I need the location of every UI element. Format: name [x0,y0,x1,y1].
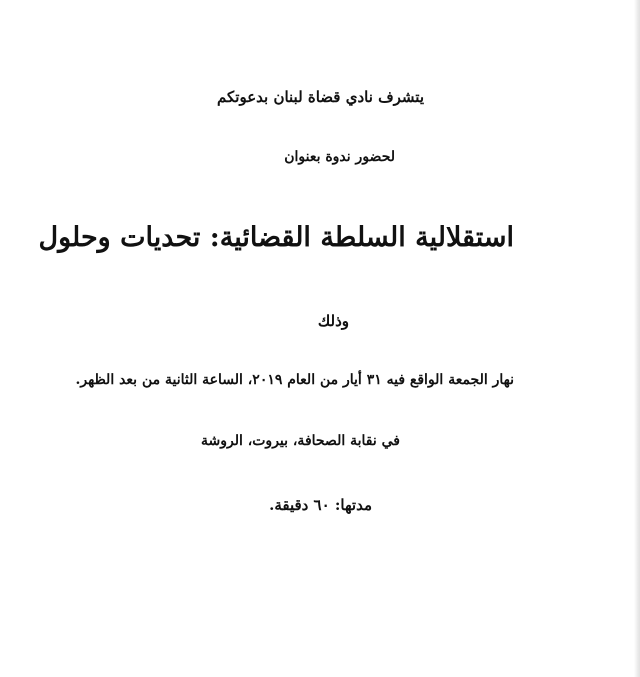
event-duration: مدتها: ٦٠ دقيقة. [269,496,372,514]
event-location: في نقابة الصحافة، بيروت، الروشة [200,433,400,449]
event-datetime: نهار الجمعة الواقع فيه ٣١ أيار من العام ٢٠١٩، الساعة الثانية من بعد الظهر. [75,372,514,388]
connector-text: وذلك [317,312,349,330]
page-edge-shadow [634,0,640,677]
invitation-subtitle: لحضور ندوة بعنوان [284,149,395,165]
invitation-opening: يتشرف نادي قضاة لبنان بدعوتكم [217,88,424,106]
seminar-title: استقلالية السلطة القضائية: تحديات وحلول [38,222,514,253]
